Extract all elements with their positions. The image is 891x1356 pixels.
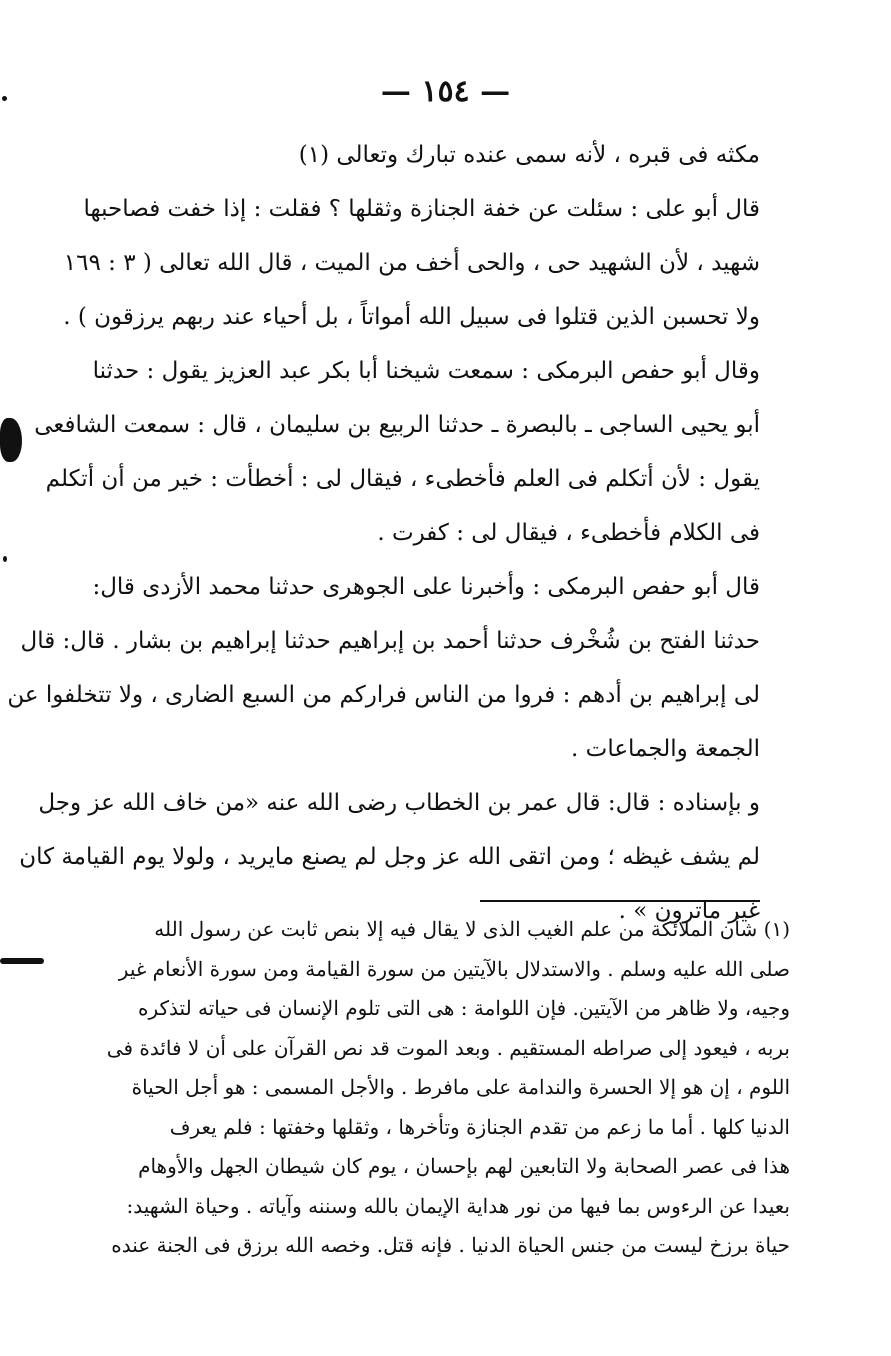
- footnote-line: هذا فى عصر الصحابة ولا التابعين لهم بإحسان ، يوم كان شيطان الجهل والأوهام: [138, 1154, 790, 1178]
- page-number: — ١٥٤ —: [380, 74, 511, 109]
- body-line: وقال أبو حفص البرمكى : سمعت شيخنا أبا بكر عبد العزيز يقول : حدثنا: [92, 358, 760, 384]
- body-line: لى إبراهيم بن أدهم : فروا من الناس فراركم من السبع الضارى ، ولا تتخلفوا عن: [7, 682, 760, 708]
- body-line: مكثه فى قبره ، لأنه سمى عنده تبارك وتعالى (١): [298, 142, 760, 168]
- body-line: الجمعة والجماعات .: [571, 736, 760, 762]
- footnote-line: (١) شأن الملائكة من علم الغيب الذى لا يقال فيه إلا بنص ثابت عن رسول الله: [154, 917, 790, 941]
- body-line: أبو يحيى الساجى ـ بالبصرة ـ حدثنا الربيع بن سليمان ، قال : سمعت الشافعى: [34, 412, 760, 438]
- body-line: ولا تحسبن الذين قتلوا فى سبيل الله أمواتاً ، بل أحياء عند ربهم يرزقون ) .: [63, 304, 760, 330]
- body-line: فى الكلام فأخطىء ، فيقال لى : كفرت .: [377, 520, 760, 546]
- footnote-line: بربه ، فيعود إلى صراطه المستقيم . وبعد الموت قد نص القرآن على أن لا فائدة فى: [106, 1035, 790, 1060]
- footnote-line: بعيدا عن الرءوس بما فيها من نور هداية الإيمان بالله وسننه وآياته . وحياة الشهيد:: [126, 1193, 790, 1218]
- body-text: [7, 128, 760, 938]
- body-line: قال أبو حفص البرمكى : وأخبرنا على الجوهرى حدثنا محمد الأزدى قال:: [92, 574, 760, 600]
- footnotes: [100, 910, 790, 1266]
- scan-speck: [2, 96, 7, 101]
- body-line: حدثنا الفتح بن شُخْرف حدثنا أحمد بن إبراهيم حدثنا إبراهيم بن بشار . قال: قال: [20, 628, 760, 654]
- scan-blot: [0, 418, 22, 462]
- footnote-line: الدنيا كلها . أما ما زعم من تقدم الجنازة وتأخرها ، وثقلها وخفتها : فلم يعرف: [169, 1114, 790, 1139]
- body-line: يقول : لأن أتكلم فى العلم فأخطىء ، فيقال لى : أخطأت : خير من أن أتكلم: [45, 466, 760, 492]
- footnote-line: اللوم ، إن هو إلا الحسرة والندامة على مافرط . والأجل المسمى : هو أجل الحياة: [131, 1075, 790, 1099]
- footnote-line: حياة برزخ ليست من جنس الحياة الدنيا . فإنه قتل. وخصه الله برزق فى الجنة عنده: [111, 1233, 790, 1257]
- body-line: قال أبو على : سئلت عن خفة الجنازة وثقلها ؟ فقلت : إذا خفت فصاحبها: [83, 196, 760, 222]
- body-line: غير ماترون » .: [618, 898, 760, 924]
- scan-smudge: [0, 958, 44, 964]
- body-line: لم يشف غيظه ؛ ومن اتقى الله عز وجل لم يصنع مايريد ، ولولا يوم القيامة كان: [19, 844, 760, 870]
- footnote-separator: [480, 900, 760, 902]
- body-line: شهيد ، لأن الشهيد حى ، والحى أخف من الميت ، قال الله تعالى ( ٣ : ١٦٩: [63, 250, 760, 276]
- body-line: و بإسناده : قال: قال عمر بن الخطاب رضى الله عنه «من خاف الله عز وجل: [38, 790, 760, 816]
- footnote-line: وجيه، ولا ظاهر من الآيتين. فإن اللوامة : هى التى تلوم الإنسان فى حياته لتذكره: [138, 996, 790, 1020]
- scan-speck: [3, 556, 7, 562]
- footnote-line: صلى الله عليه وسلم . والاستدلال بالآيتين من سورة القيامة ومن سورة الأنعام غير: [118, 956, 790, 981]
